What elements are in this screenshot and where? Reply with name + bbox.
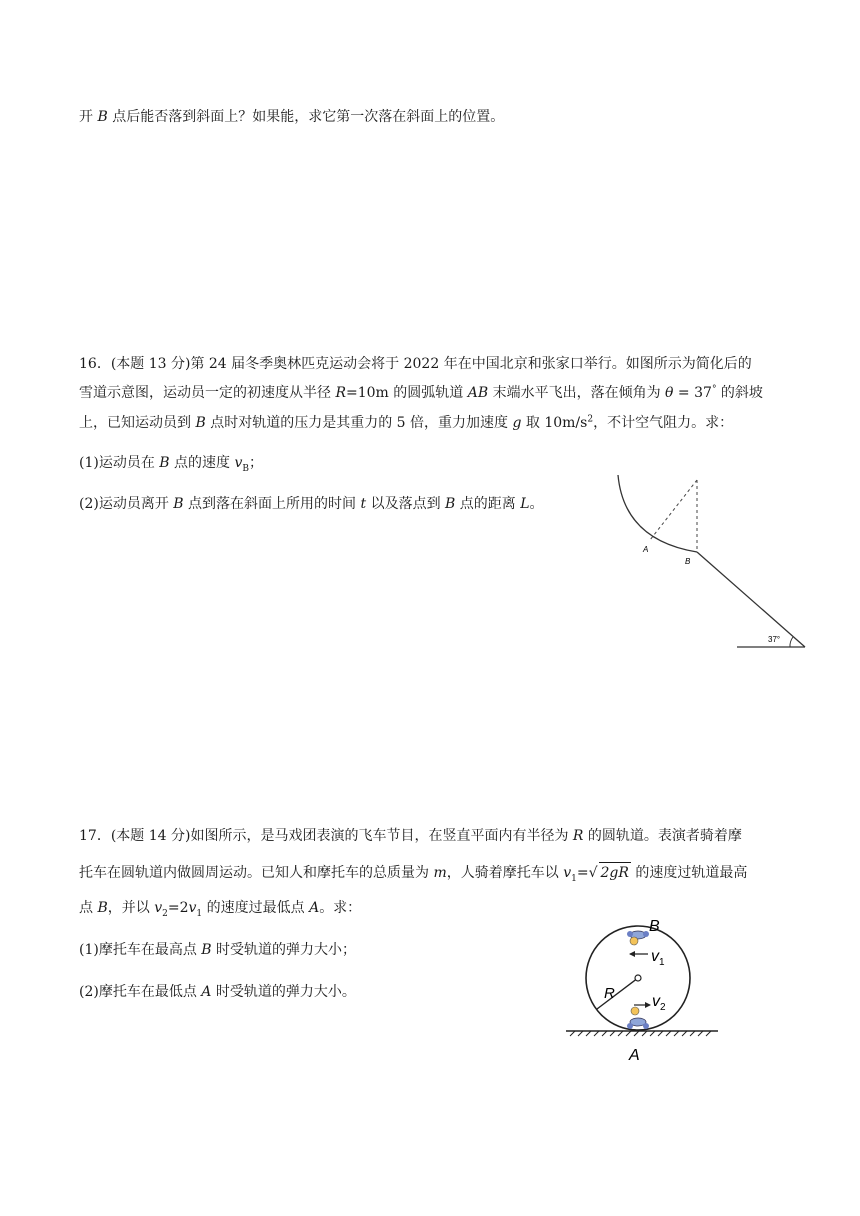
label-R: R <box>604 985 615 1002</box>
center-point <box>635 975 641 981</box>
q17-sub-question-2: (2)摩托车在最低点 A 时受轨道的弹力大小。 <box>79 984 356 1000</box>
ground-hatching <box>570 1031 711 1036</box>
label-A: A <box>643 545 649 554</box>
label-angle: 37° <box>768 635 781 644</box>
q17-line-2: 托车在圆轨道内做圆周运动。已知人和摩托车的总质量为 m，人骑着摩托车以 $v_1=√$ 2gR 的速度过轨道最高 <box>79 862 747 883</box>
rider-top-icon <box>627 931 649 945</box>
q16-sub-question-1: (1)运动员在 B 点的速度 $v_B$； <box>79 455 264 474</box>
ski-slope-diagram <box>600 470 820 660</box>
arc-track <box>618 475 697 552</box>
label-v2: $v_2$ <box>652 993 666 1013</box>
label-A: A <box>629 1047 640 1064</box>
q17-line-3: 点 B，并以 $v_2=2v_1$ 的速度过最低点 A。求： <box>79 900 362 919</box>
q17-sub-question-1: (1)摩托车在最高点 B 时受轨道的弹力大小； <box>79 942 357 958</box>
question-15-continuation: 开 B 点后能否落到斜面上？如果能，求它第一次落在斜面上的位置。 <box>79 109 505 125</box>
q16-line-3: 上，已知运动员到 B 点时对轨道的压力是其重力的 5 倍，重力加速度 g 取 $10m/s^2$，不计空气阻力。求： <box>79 414 734 431</box>
sqrt-expression: √ 2gR <box>589 862 631 883</box>
loop-track-diagram <box>560 914 730 1066</box>
radius-to-A <box>650 480 697 540</box>
label-B: B <box>649 918 660 935</box>
rider-bottom-icon <box>627 1007 649 1029</box>
q16-line-1: 16．(本题 13 分)第 24 届冬季奥林匹克运动会将于 2022 年在中国北京和张家口举行。如图所示为简化后的 <box>79 356 752 372</box>
q16-line-2: 雪道示意图，运动员一定的初速度从半径 R=10m 的圆弧轨道 AB 末端水平飞出，落在倾角为 θ = 37° 的斜坡 <box>79 384 763 401</box>
v1-arrowhead <box>629 951 635 957</box>
angle-arc <box>790 637 793 647</box>
slope-line <box>697 552 805 647</box>
v2-arrowhead <box>645 1002 651 1008</box>
label-B: B <box>685 557 691 566</box>
label-v1: $v_1$ <box>651 948 665 968</box>
q17-line-1: 17．(本题 14 分)如图所示，是马戏团表演的飞车节目，在竖直平面内有半径为 R 的圆轨道。表演者骑着摩 <box>79 828 742 844</box>
q16-sub-question-2: (2)运动员离开 B 点到落在斜面上所用的时间 t 以及落点到 B 点的距离 L。 <box>79 496 544 512</box>
